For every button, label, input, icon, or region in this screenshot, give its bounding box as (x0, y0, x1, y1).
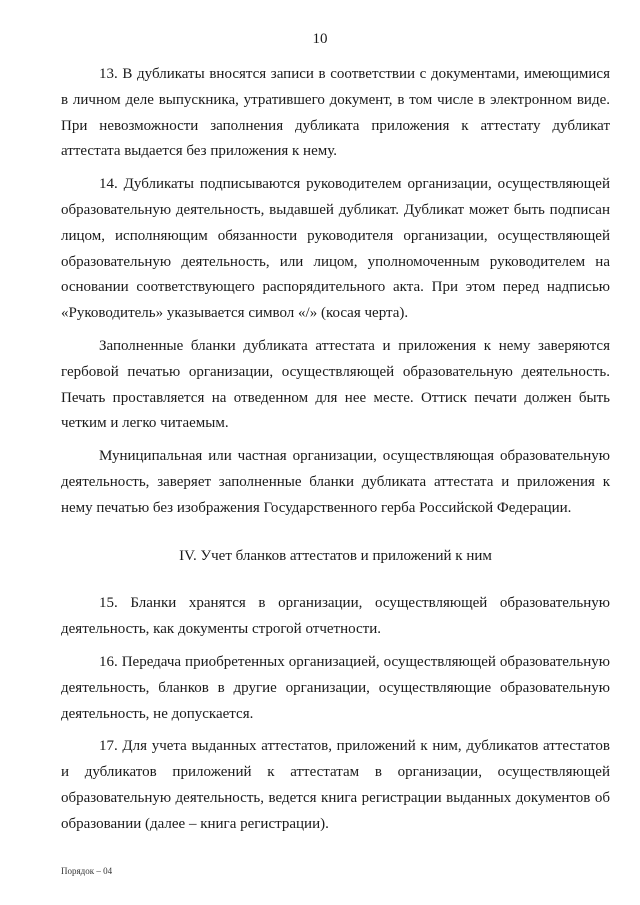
paragraph-14: 14. Дубликаты подписываются руководителем организации, осуществляющей образовательную деятельность, выдавшей дубликат. Дубликат может быть подписан лицом, исполняющим обязанности руководителя организации, осуществляющей образовательную деятельность, или лицом, уполномоченным руководителем на основании соответствующего распорядительного акта. При этом перед надписью «Руководитель» указывается символ «/» (косая черта). (61, 176, 610, 322)
footer-label: Порядок – 04 (61, 866, 113, 876)
section-heading: IV. Учет бланков аттестатов и приложений к ним (179, 547, 492, 564)
paragraph-seal: Заполненные бланки дубликата аттестата и приложения к нему заверяются гербовой печатью организации, осуществляющей образовательную деятельность. Печать проставляется на отведенном для нее месте. Оттиск печати должен быть четким и легко читаемым. (61, 337, 610, 432)
paragraph-13: 13. В дубликаты вносятся записи в соответствии с документами, имеющимися в личном деле выпускника, утратившего документ, в том числе в электронном виде. При невозможности заполнения дубликата приложения к аттестату дубликат аттестата выдается без приложения к нему. (61, 66, 610, 160)
page-number: 10 (312, 31, 328, 47)
paragraph-16: 16. Передача приобретенных организацией, осуществляющей образовательную деятельность, бланков в другие организации, осуществляющие образовательную деятельность, не допускается. (61, 653, 610, 722)
document-body (61, 62, 610, 845)
paragraph-municipal: Муниципальная или частная организации, осуществляющая образовательную деятельность, заверяет заполненные бланки дубликата аттестата и приложения к нему печатью без изображения Государственного герба Российской Федерации. (61, 448, 610, 516)
paragraph-17: 17. Для учета выданных аттестатов, приложений к ним, дубликатов аттестатов и дубликатов приложений к аттестатам в организации, осуществляющей образовательную деятельность, ведется книга регистрации выданных документов об образовании (далее – книга регистрации). (61, 738, 610, 832)
paragraph-15: 15. Бланки хранятся в организации, осуществляющей образовательную деятельность, как документы строгой отчетности. (61, 595, 610, 638)
